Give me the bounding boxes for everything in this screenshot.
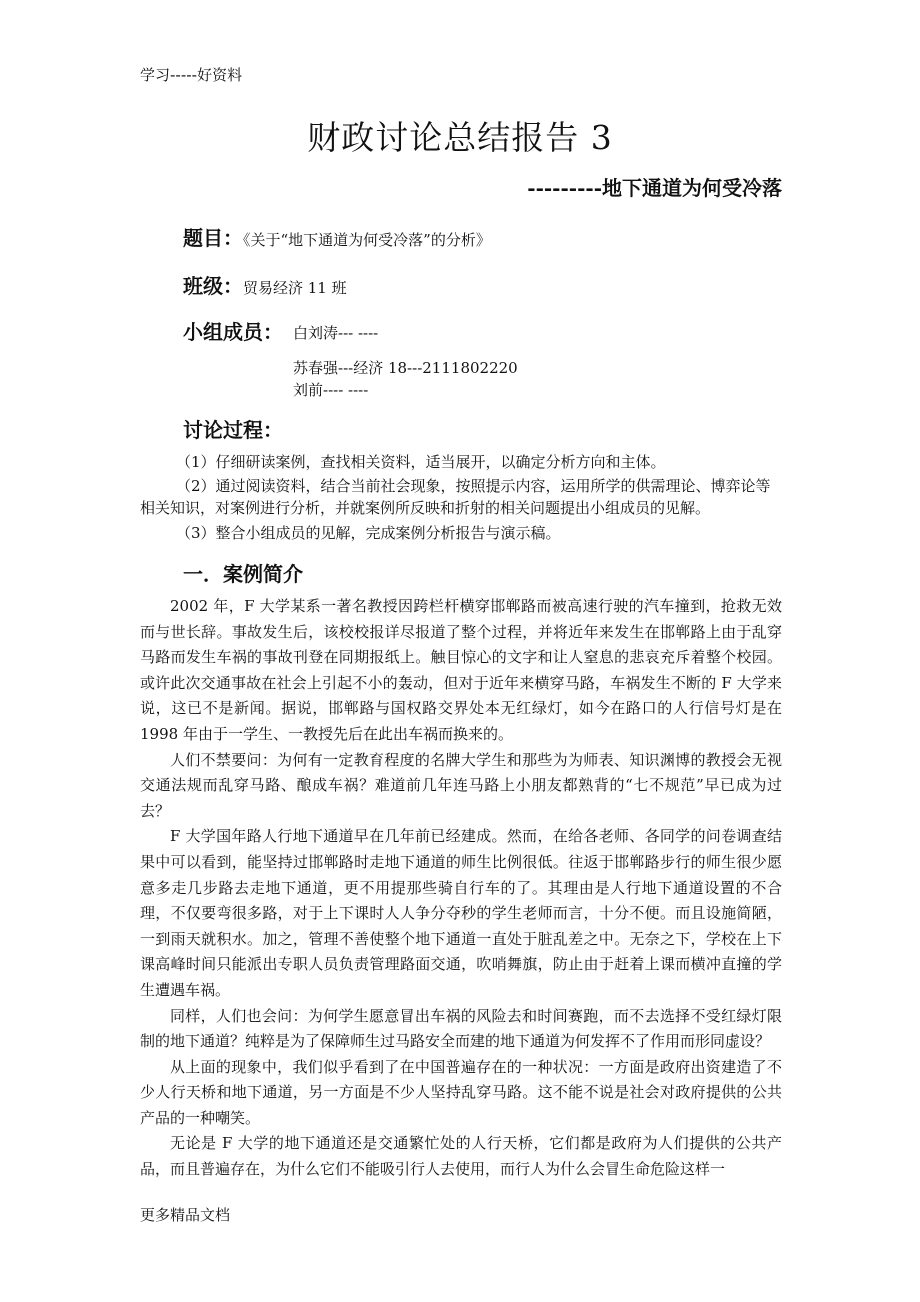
report-title: 财政讨论总结报告 3 <box>307 118 613 157</box>
report-subtitle: ---------地下通道为何受冷落 <box>527 176 782 200</box>
members-label: 小组成员： <box>183 320 283 344</box>
body-paragraph: 人们不禁要问：为何有一定教育程度的名牌大学生和那些为为师表、知识渊博的教授会无视交通法规而乱穿马路、酿成车祸？难道前几年连马路上小朋友都熟背的“七不规范”早已成为过去？ <box>140 750 782 820</box>
member-item: 白刘涛--- ---- <box>293 324 379 342</box>
topic-field <box>183 222 491 251</box>
process-step: （2）通过阅读资料，结合当前社会现象，按照提示内容，运用所学的供需理论、博弈论等相关知识，对案例进行分析，并就案例所反映和折射的相关问题提出小组成员的见解。 <box>140 477 771 517</box>
topic-label: 题目： <box>183 226 243 250</box>
section1-heading: 一．案例简介 <box>183 562 303 586</box>
page-footer-note: 更多精品文档 <box>140 1206 231 1224</box>
body-paragraph: F 大学国年路人行地下通道早在几年前已经建成。然而，在给各老师、各同学的问卷调查结果中可以看到，能坚持过邯郸路时走地下通道的师生比例很低。往返于邯郸路步行的师生很少愿意多走几步路去走地下通道，更不用提那些骑自行车的了。其理由是人行地下通道设置的不合理，不仅要弯很多路，对于上下课时人人争分夺秒的学生老师而言，十分不便。而且设施简陋，一到雨天就积水。加之，管理不善使整个地下通道一直处于脏乱差之中。无奈之下，学校在上下课高峰时间只能派出专职人员负责管理路面交通，吹哨舞旗，防止由于赶着上课而横冲直撞的学生遭遇车祸。 <box>140 827 782 999</box>
class-value: 贸易经济 11 班 <box>243 279 347 297</box>
member-item: 苏春强---经济 18---2111802220 <box>293 359 518 377</box>
page-header-note: 学习-----好资料 <box>140 66 243 84</box>
process-step: （3）整合小组成员的见解，完成案例分析报告与演示稿。 <box>176 524 561 542</box>
case-intro-body <box>140 594 782 1183</box>
body-paragraph: 2002 年，F 大学某系一著名教授因跨栏杆横穿邯郸路而被高速行驶的汽车撞到，抢救无效而与世长辞。事故发生后，该校校报详尽报道了整个过程，并将近年来发生在邯郸路上由于乱穿马路而发生车祸的事故刊登在同期报纸上。触目惊心的文字和让人窒息的悲哀充斥着整个校园。或许此次交通事故在社会上引起不小的轰动，但对于近年来横穿马路，车祸发生不断的 F 大学来说，这已不是新闻。据说，邯郸路与国权路交界处本无红绿灯，如今在路口的人行信号灯是在 1998 年由于一学生、一教授先后在此出车祸而换来的。 <box>140 597 782 743</box>
process-heading: 讨论过程： <box>183 418 283 442</box>
body-paragraph: 同样，人们也会问：为何学生愿意冒出车祸的风险去和时间赛跑，而不去选择不受红绿灯限制的地下通道？纯粹是为了保障师生过马路安全而建的地下通道为何发挥不了作用而形同虚设？ <box>140 1006 782 1051</box>
members-field <box>183 316 283 345</box>
process-step: （1）仔细研读案例，查找相关资料，适当展开，以确定分析方向和主体。 <box>176 453 666 471</box>
class-label: 班级： <box>183 274 243 298</box>
topic-value: 《关于“地下通道为何受冷落”的分析》 <box>243 231 491 249</box>
body-paragraph: 从上面的现象中，我们似乎看到了在中国普遍存在的一种状况：一方面是政府出资建造了不少人行天桥和地下通道，另一方面是不少人坚持乱穿马路。这不能不说是社会对政府提供的公共产品的一种嘲笑。 <box>140 1057 782 1127</box>
member-item: 刘前---- ---- <box>293 381 369 399</box>
body-paragraph: 无论是 F 大学的地下通道还是交通繁忙处的人行天桥，它们都是政府为人们提供的公共产品，而且普遍存在，为什么它们不能吸引行人去使用，而行人为什么会冒生命危险这样一 <box>140 1134 782 1179</box>
class-field <box>183 270 347 299</box>
